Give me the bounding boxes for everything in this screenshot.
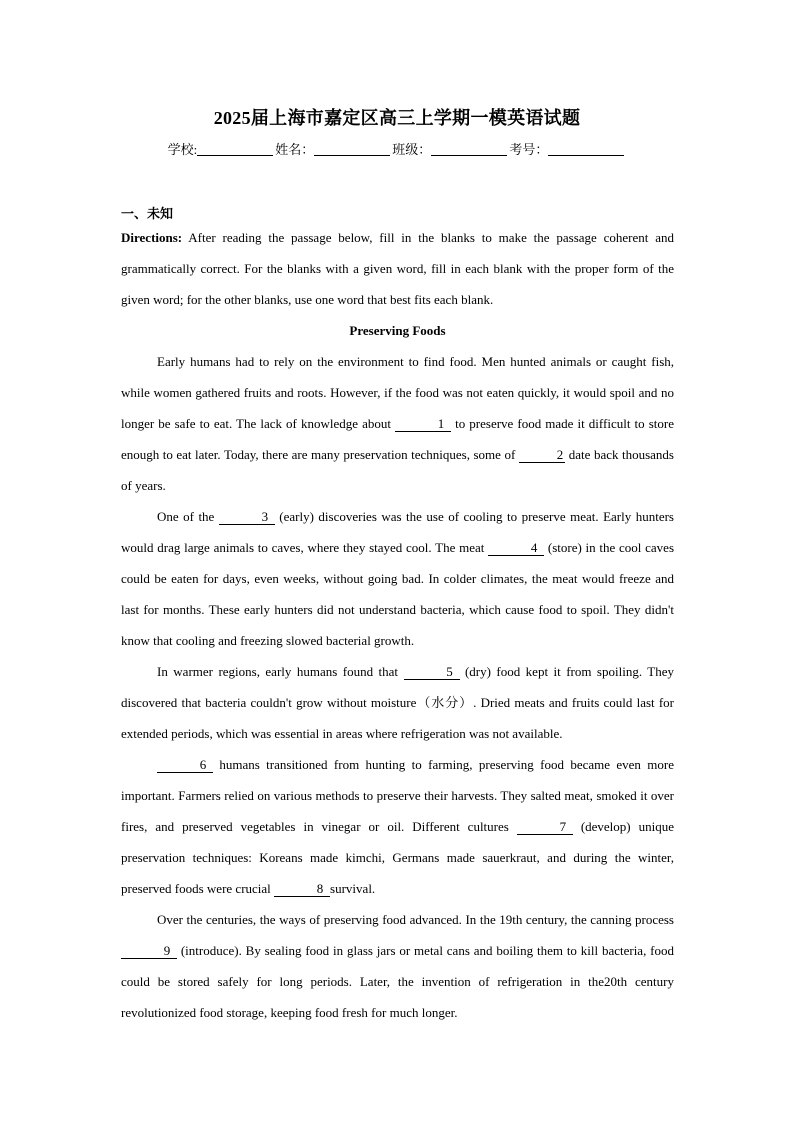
blank-2[interactable]: 2: [519, 448, 566, 463]
passage-title: Preserving Foods: [349, 323, 446, 338]
paragraph-text: (introduce). By sealing food in glass jars or metal cans and boiling them to kill bacteria, food could be stored safely for long periods. Later, the invention of refrigeration in the20th century revolutionized food storage, keeping food fresh for much longer.: [121, 943, 674, 1020]
directions-text: After reading the passage below, fill in the blanks to make the passage coherent and grammatically correct. For the blanks with a given word, fill in each blank with the proper form of the given word; for the other blanks, use one word that best fits each blank.: [121, 230, 674, 307]
blank-7[interactable]: 7: [517, 820, 573, 835]
paragraph-text: to preserve food made it difficult to store enough to eat later. Today, there are many preservation techniques, some of: [121, 416, 674, 462]
class-blank[interactable]: [431, 143, 507, 156]
student-info-line: [0, 139, 794, 158]
paragraph-text: Early humans had to rely on the environment to find food. Men hunted animals or caught fish, while women gathered fruits and roots. However, if the food was not eaten quickly, it would spoil and no longer be safe to eat. The lack of knowledge about: [121, 354, 674, 431]
paragraph-text: date back thousands of years.: [121, 447, 674, 493]
exam-number-blank[interactable]: [548, 143, 624, 156]
name-blank[interactable]: [314, 143, 390, 156]
paragraph-text: (dry) food kept it from spoiling. They discovered that bacteria couldn't grow without moisture（水分）. Dried meats and fruits could last for extended periods, which was essential in areas where refrigeration was not available.: [121, 664, 675, 741]
paragraph-4: [121, 749, 674, 904]
blank-4[interactable]: 4: [488, 541, 544, 556]
paragraph-text: Over the centuries, the ways of preserving food advanced. In the 19th century, the canning process: [157, 912, 674, 927]
exam-title: 2025届上海市嘉定区高三上学期一模英语试题: [213, 108, 581, 128]
blank-1[interactable]: 1: [395, 417, 451, 432]
blank-3[interactable]: 3: [219, 510, 275, 525]
section-heading: 一、未知: [121, 206, 174, 221]
name-label: 姓名：: [275, 142, 315, 157]
question-body: [121, 222, 674, 1028]
school-blank[interactable]: [197, 143, 273, 156]
paragraph-5: [121, 904, 674, 1028]
exam-number-label: 考号：: [509, 142, 549, 157]
blank-6[interactable]: 6: [157, 758, 213, 773]
paragraph-1: [121, 346, 674, 501]
directions: [121, 222, 674, 315]
paragraph-text: In warmer regions, early humans found that: [157, 664, 404, 679]
paragraph-text: humans transitioned from hunting to farming, preserving food became even more important. Farmers relied on various methods to preserve their harvests. They salted meat, smoked it over fires, and preserved vegetables in vinegar or oil. Different cultures: [121, 757, 674, 834]
paragraph-3: [121, 656, 674, 749]
blank-5[interactable]: 5: [404, 665, 460, 680]
paragraph-text: (early) discoveries was the use of cooling to preserve meat. Early hunters would drag large animals to caves, where they stayed cool. The meat: [121, 509, 674, 555]
blank-9[interactable]: 9: [121, 944, 177, 959]
blank-8[interactable]: 8: [274, 882, 330, 897]
school-label: 学校:: [167, 142, 198, 157]
paragraph-text: survival.: [330, 881, 376, 896]
paragraph-text: (store) in the cool caves could be eaten for days, even weeks, without going bad. In colder climates, the meat would freeze and last for months. These early hunters did not understand bacteria, which cause food to spoil. They didn't know that cooling and freezing slowed bacterial growth.: [121, 540, 674, 648]
directions-label: Directions:: [121, 230, 183, 245]
paragraph-2: [121, 501, 674, 656]
paragraph-text: (develop) unique preservation techniques: Koreans made kimchi, Germans made sauerkraut, and during the winter, preserved foods were crucial: [121, 819, 674, 896]
class-label: 班级：: [392, 142, 432, 157]
paragraph-text: One of the: [157, 509, 219, 524]
